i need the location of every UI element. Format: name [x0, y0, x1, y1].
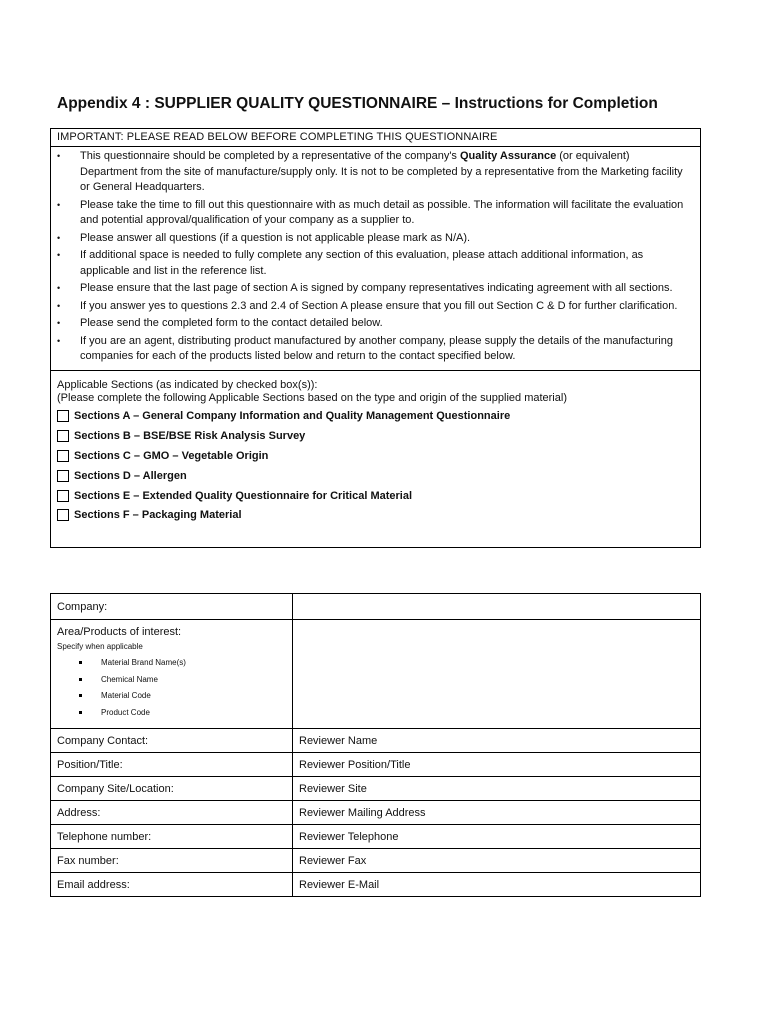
specify-note: Specify when applicable: [57, 642, 143, 651]
list-item: Chemical Name: [57, 672, 292, 689]
reviewer-email-field[interactable]: Reviewer E-Mail: [293, 873, 701, 897]
square-bullet-icon: [79, 711, 82, 714]
square-bullet-icon: [79, 694, 82, 697]
table-row: Position/Title: Reviewer Position/Title: [51, 753, 701, 777]
list-item: Product Code: [57, 705, 292, 722]
section-e-option[interactable]: Sections E – Extended Quality Questionnaire for Critical Material: [57, 486, 700, 506]
checkbox[interactable]: [57, 470, 69, 482]
instruction-item: • Please ensure that the last page of section A is signed by company representatives indicating agreement with all sections.: [51, 281, 700, 297]
instruction-item: • Please send the completed form to the contact detailed below.: [51, 316, 700, 332]
section-d-option[interactable]: Sections D – Allergen: [57, 466, 700, 486]
bullet-icon: •: [57, 151, 61, 161]
checkbox[interactable]: [57, 430, 69, 442]
table-row: Fax number: Reviewer Fax: [51, 849, 701, 873]
reviewer-name-field[interactable]: Reviewer Name: [293, 729, 701, 753]
square-bullet-icon: [79, 661, 82, 664]
reviewer-fax-field[interactable]: Reviewer Fax: [293, 849, 701, 873]
applicable-title: Applicable Sections (as indicated by checked box(s)):: [57, 378, 318, 391]
contact-table: [50, 593, 701, 897]
checkbox[interactable]: [57, 490, 69, 502]
reviewer-position-field[interactable]: Reviewer Position/Title: [293, 753, 701, 777]
checkbox[interactable]: [57, 410, 69, 422]
table-row: [51, 594, 701, 620]
reviewer-telephone-field[interactable]: Reviewer Telephone: [293, 825, 701, 849]
square-bullet-icon: [79, 678, 82, 681]
company-label: Company:: [51, 594, 293, 620]
bullet-icon: •: [57, 318, 61, 328]
table-row: Address: Reviewer Mailing Address: [51, 801, 701, 825]
table-row: [51, 620, 701, 729]
table-row: Telephone number: Reviewer Telephone: [51, 825, 701, 849]
bullet-icon: •: [57, 283, 61, 293]
area-field[interactable]: [293, 620, 701, 729]
instruction-item: • If additional space is needed to fully complete any section of this evaluation, please attach additional information, as applicable and list in the reference list.: [57, 249, 644, 277]
checkbox[interactable]: [57, 509, 69, 521]
bullet-icon: •: [57, 232, 61, 243]
section-c-option[interactable]: Sections C – GMO – Vegetable Origin: [57, 446, 700, 466]
instructions-list: [51, 147, 700, 371]
applicable-sections: [51, 371, 700, 547]
applicable-note: (Please complete the following Applicable Sections based on the type and origin of the supplied material): [57, 391, 567, 404]
instruction-item: • This questionnaire should be completed by a representative of the company's Quality Assurance (or equivalent) Department from the site of manufacture/supply only. It is not to be completed by a representative from the Marketing facility or General Headquarters.: [57, 150, 683, 193]
reviewer-site-field[interactable]: Reviewer Site: [293, 777, 701, 801]
table-row: Email address: Reviewer E-Mail: [51, 873, 701, 897]
page-title: Appendix 4 : SUPPLIER QUALITY QUESTIONNAIRE – Instructions for Completion: [57, 95, 658, 112]
section-b-option[interactable]: Sections B – BSE/BSE Risk Analysis Survey: [57, 426, 700, 446]
bullet-icon: •: [57, 250, 61, 260]
section-a-option[interactable]: Sections A – General Company Information and Quality Management Questionnaire: [57, 407, 700, 427]
table-row: Company Site/Location: Reviewer Site: [51, 777, 701, 801]
bullet-icon: •: [57, 199, 61, 210]
important-header: IMPORTANT: PLEASE READ BELOW BEFORE COMPLETING THIS QUESTIONNAIRE: [51, 129, 700, 147]
list-item: Material Code: [57, 688, 292, 705]
bullet-icon: •: [57, 300, 61, 311]
checkbox[interactable]: [57, 450, 69, 462]
area-cell: [51, 620, 293, 729]
company-field[interactable]: [293, 594, 701, 620]
bullet-icon: •: [57, 335, 61, 346]
reviewer-address-field[interactable]: Reviewer Mailing Address: [293, 801, 701, 825]
instruction-item: • If you are an agent, distributing product manufactured by another company, please supply the details of the manufacturing companies for each of the products listed below and return to the contact specified below.: [57, 334, 673, 362]
instructions-box: [50, 128, 701, 548]
instruction-item: • Please take the time to fill out this questionnaire with as much detail as possible. The information will facilitate the evaluation and potential approval/qualification of your company as a supplier to.: [57, 198, 684, 226]
section-f-option[interactable]: Sections F – Packaging Material: [57, 505, 700, 525]
instruction-item: • Please answer all questions (if a question is not applicable please mark as N/A).: [51, 231, 700, 247]
list-item: Material Brand Name(s): [57, 655, 292, 672]
instruction-item: • If you answer yes to questions 2.3 and 2.4 of Section A please ensure that you fill out Section C & D for further clarification.: [51, 299, 700, 315]
table-row: Company Contact: Reviewer Name: [51, 729, 701, 753]
area-label: Area/Products of interest:: [57, 626, 182, 638]
